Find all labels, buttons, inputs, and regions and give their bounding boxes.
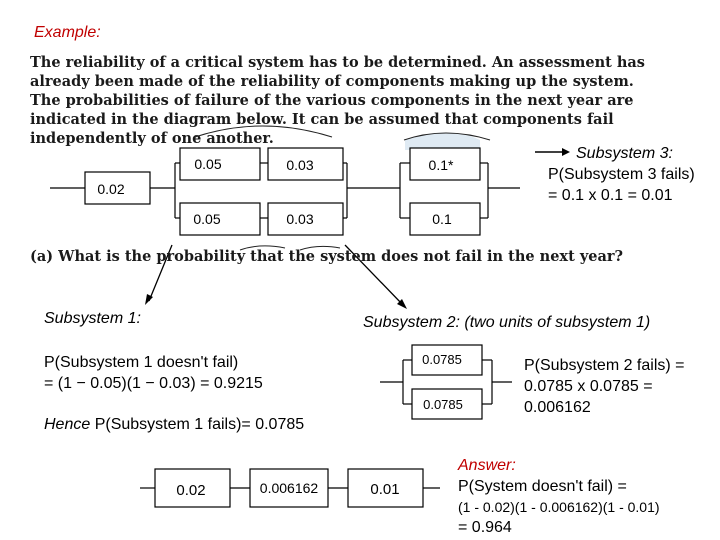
final-sub12-label: 0.006162 xyxy=(259,480,319,496)
final-c1-label: 0.02 xyxy=(176,482,206,499)
subsystem-2-line3: 0.006162 xyxy=(524,399,591,416)
final-sub3-label: 0.01 xyxy=(370,481,400,498)
subsystem-1-arc xyxy=(195,126,332,137)
subsystem-1-line2: = (1 − 0.05)(1 − 0.03) = 0.9215 xyxy=(44,375,263,392)
sub2-unit-top-label: 0.0785 xyxy=(422,352,462,367)
subsystem-1-heading: Subsystem 1: xyxy=(44,310,141,327)
component-top-1-label: 0.05 xyxy=(194,156,222,172)
subsystem-2-heading: Subsystem 2: (two units of subsystem 1) xyxy=(363,314,651,331)
subsystem-2-line1: P(Subsystem 2 fails) = xyxy=(524,357,685,374)
component-bottom-1-label: 0.05 xyxy=(193,211,221,227)
problem-statement: The reliability of a critical system has to be determined. An assessment has already been made of the reliability of components making up the system. The probabilities of failure of the various components in the next year are indicated in the diagram below. It can be assumed that components fail independently of one another. xyxy=(30,54,645,147)
hence-word: Hence xyxy=(44,416,91,433)
subsystem-3-annotation xyxy=(548,143,718,206)
subsystem-1-line1: P(Subsystem 1 doesn't fail) xyxy=(44,354,239,371)
component-top-3-label: 0.1* xyxy=(428,157,454,173)
subsystem-1-working xyxy=(44,352,344,394)
subsystem-3-line1: P(Subsystem 3 fails) xyxy=(548,166,695,183)
example-title: Example: xyxy=(34,24,101,41)
answer-block xyxy=(458,456,718,539)
question-text: (a) What is the probability that the system does not fail in the next year? xyxy=(30,248,623,265)
component-bottom-3-label: 0.1 xyxy=(432,211,452,227)
subsystem-2-working xyxy=(524,355,714,418)
subsystem-3-heading: Subsystem 3: xyxy=(576,145,673,162)
subsystem-3-line2: = 0.1 x 0.1 = 0.01 xyxy=(548,187,673,204)
component-top-2-label: 0.03 xyxy=(286,157,314,173)
sub2-unit-bottom-label: 0.0785 xyxy=(423,397,463,412)
component-bottom-2-label: 0.03 xyxy=(286,211,314,227)
answer-heading: Answer: xyxy=(458,457,516,474)
subsystem-2-line2: 0.0785 x 0.0785 = xyxy=(524,378,653,395)
hence-rest: P(Subsystem 1 fails)= 0.0785 xyxy=(90,416,305,433)
answer-line1: P(System doesn't fail) = xyxy=(458,478,627,495)
answer-line3: = 0.964 xyxy=(458,519,512,536)
subsystem-1-conclusion xyxy=(44,416,304,434)
component-c1-label: 0.02 xyxy=(97,181,125,197)
answer-line2: (1 - 0.02)(1 - 0.006162)(1 - 0.01) xyxy=(458,499,660,515)
